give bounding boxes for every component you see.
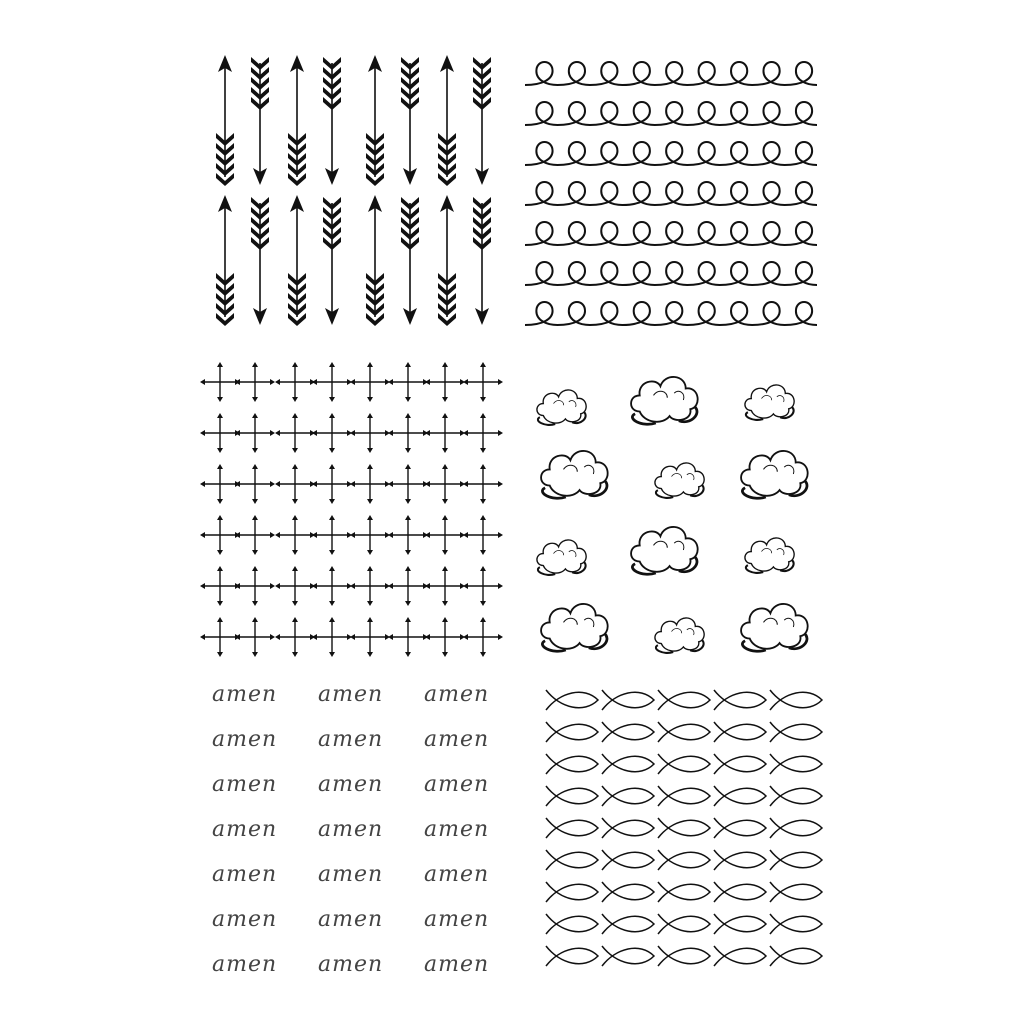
amen-script-word: amen (318, 817, 384, 842)
arrow-icon (288, 195, 306, 326)
amen-script-word: amen (212, 727, 278, 752)
loop-pattern-panel (525, 55, 825, 340)
fish-icon (714, 850, 766, 870)
cross-icon (312, 413, 352, 453)
cross-icon (425, 617, 465, 657)
fish-icon (714, 818, 766, 838)
loop-line-icon (525, 262, 817, 285)
amen-script-word: amen (212, 862, 278, 887)
arrow-icon (323, 197, 341, 325)
cross-icon (388, 464, 428, 504)
cross-icon (463, 413, 503, 453)
arrow-icon (438, 195, 456, 326)
arrow-icon (401, 57, 419, 185)
cross-icon (463, 464, 503, 504)
fish-icon (546, 722, 598, 742)
arrow-pattern-panel (205, 50, 505, 335)
cross-icon (350, 362, 390, 402)
fish-icon (714, 690, 766, 710)
cloud-icon (537, 540, 586, 575)
fish-icon (602, 818, 654, 838)
amen-script-word: amen (212, 772, 278, 797)
fish-pattern (540, 682, 825, 972)
arrow-pattern (205, 50, 505, 335)
arrow-icon (251, 57, 269, 185)
cross-icon (388, 617, 428, 657)
cross-icon (350, 413, 390, 453)
arrow-icon (216, 195, 234, 326)
cross-icon (425, 566, 465, 606)
cross-pattern-panel (200, 362, 505, 652)
cross-icon (200, 413, 240, 453)
amen-script-word: amen (318, 772, 384, 797)
arrow-icon (366, 195, 384, 326)
fish-icon (602, 946, 654, 966)
arrow-icon (473, 57, 491, 185)
cloud-icon (631, 377, 698, 424)
amen-script-word: amen (318, 862, 384, 887)
fish-icon (602, 722, 654, 742)
amen-script-word: amen (424, 907, 490, 932)
cross-icon (235, 413, 275, 453)
cloud-icon (655, 618, 704, 653)
cross-icon (425, 515, 465, 555)
fish-icon (714, 914, 766, 934)
cross-icon (235, 566, 275, 606)
fish-icon (714, 722, 766, 742)
fish-icon (546, 786, 598, 806)
cloud-icon (631, 527, 698, 574)
cross-icon (425, 413, 465, 453)
fish-icon (658, 786, 710, 806)
cloud-icon (741, 604, 808, 651)
loop-line-icon (525, 142, 817, 165)
cross-icon (388, 515, 428, 555)
fish-icon (658, 754, 710, 774)
cross-icon (350, 566, 390, 606)
amen-script-word: amen (424, 952, 490, 977)
cross-pattern (200, 362, 505, 652)
fish-icon (770, 786, 822, 806)
fish-icon (770, 914, 822, 934)
cross-icon (463, 515, 503, 555)
fish-icon (658, 690, 710, 710)
fish-icon (658, 722, 710, 742)
fish-icon (714, 882, 766, 902)
cross-icon (275, 362, 315, 402)
amen-script-word: amen (212, 907, 278, 932)
fish-icon (770, 850, 822, 870)
cross-icon (463, 617, 503, 657)
cross-icon (200, 617, 240, 657)
amen-script-word: amen (318, 682, 384, 707)
fish-icon (770, 690, 822, 710)
cross-icon (312, 566, 352, 606)
fish-icon (714, 786, 766, 806)
arrow-icon (366, 55, 384, 186)
fish-icon (602, 914, 654, 934)
fish-icon (770, 946, 822, 966)
fish-icon (546, 690, 598, 710)
cross-icon (312, 515, 352, 555)
loop-pattern (525, 55, 825, 340)
amen-script-word: amen (212, 682, 278, 707)
fish-icon (658, 882, 710, 902)
fish-icon (658, 850, 710, 870)
fish-icon (658, 818, 710, 838)
cross-icon (350, 617, 390, 657)
cross-icon (275, 413, 315, 453)
cross-icon (275, 464, 315, 504)
arrow-icon (288, 55, 306, 186)
arrow-icon (401, 197, 419, 325)
amen-script-word: amen (318, 907, 384, 932)
cross-icon (275, 566, 315, 606)
amen-script-word: amen (424, 682, 490, 707)
loop-line-icon (525, 102, 817, 125)
amen-script-word: amen (318, 952, 384, 977)
cross-icon (312, 464, 352, 504)
cross-icon (200, 464, 240, 504)
cross-icon (425, 362, 465, 402)
loop-line-icon (525, 222, 817, 245)
cross-icon (425, 464, 465, 504)
arrow-icon (438, 55, 456, 186)
cross-icon (350, 515, 390, 555)
fish-icon (546, 914, 598, 934)
fish-icon (658, 946, 710, 966)
amen-script-word: amen (318, 727, 384, 752)
cloud-icon (655, 463, 704, 498)
arrow-icon (473, 197, 491, 325)
amen-script-word: amen (424, 772, 490, 797)
loop-line-icon (525, 302, 817, 325)
cross-icon (463, 566, 503, 606)
fish-icon (714, 754, 766, 774)
amen-script-word: amen (212, 952, 278, 977)
fish-icon (546, 850, 598, 870)
amen-script-word: amen (212, 817, 278, 842)
arrow-icon (251, 197, 269, 325)
amen-script-panel (200, 678, 520, 978)
fish-icon (546, 882, 598, 902)
arrow-icon (216, 55, 234, 186)
cross-icon (275, 617, 315, 657)
fish-icon (602, 850, 654, 870)
cloud-pattern (525, 362, 825, 662)
fish-icon (658, 914, 710, 934)
amen-script-word: amen (424, 727, 490, 752)
cross-icon (235, 617, 275, 657)
fish-icon (546, 946, 598, 966)
cloud-icon (745, 385, 794, 420)
fish-icon (546, 754, 598, 774)
loop-line-icon (525, 182, 817, 205)
cloud-pattern-panel (525, 362, 825, 662)
fish-icon (770, 722, 822, 742)
fish-icon (714, 946, 766, 966)
fish-icon (770, 882, 822, 902)
cross-icon (388, 413, 428, 453)
cross-icon (388, 566, 428, 606)
amen-script-word: amen (424, 817, 490, 842)
cross-icon (235, 515, 275, 555)
cross-icon (275, 515, 315, 555)
fish-icon (770, 754, 822, 774)
cross-icon (200, 566, 240, 606)
cloud-icon (745, 538, 794, 573)
amen-script-word: amen (424, 862, 490, 887)
cross-icon (463, 362, 503, 402)
fish-pattern-panel (540, 682, 825, 972)
fish-icon (602, 754, 654, 774)
cloud-icon (537, 390, 586, 425)
cloud-icon (741, 451, 808, 498)
cross-icon (350, 464, 390, 504)
fish-icon (546, 818, 598, 838)
cloud-icon (541, 451, 608, 498)
cross-icon (235, 464, 275, 504)
cloud-icon (541, 604, 608, 651)
cross-icon (235, 362, 275, 402)
cross-icon (312, 617, 352, 657)
fish-icon (770, 818, 822, 838)
cross-icon (388, 362, 428, 402)
arrow-icon (323, 57, 341, 185)
loop-line-icon (525, 62, 817, 85)
cross-icon (200, 515, 240, 555)
fish-icon (602, 882, 654, 902)
cross-icon (200, 362, 240, 402)
fish-icon (602, 786, 654, 806)
cross-icon (312, 362, 352, 402)
fish-icon (602, 690, 654, 710)
